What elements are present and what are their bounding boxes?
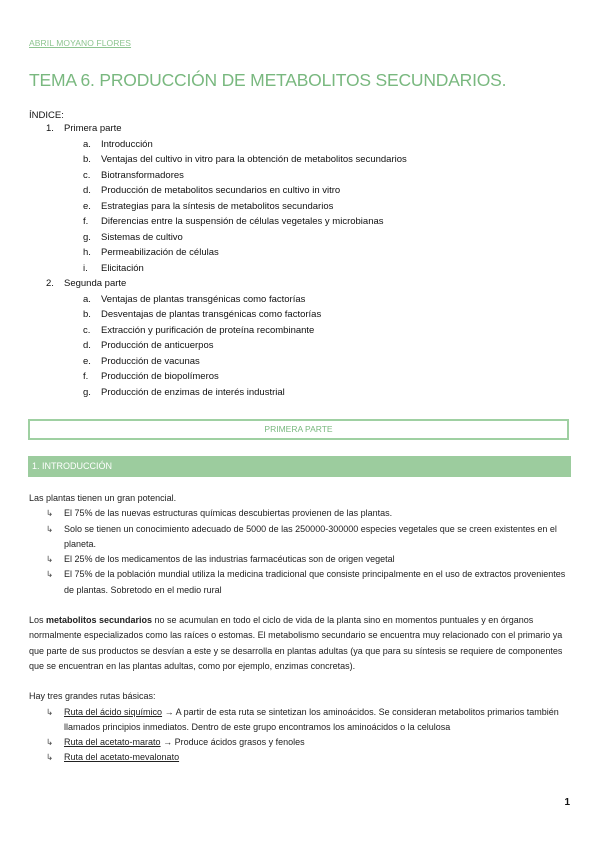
- list-item: ↳ Ruta del ácido siquímico → A partir de esta ruta se sintetizan los aminoácidos. Se consideran metabolitos primarios también llamados principios inmediatos. Dentro de este grupo encontramos los aminoácidos o la celulosa: [46, 706, 559, 732]
- index-part: 1. Primera parte: [46, 123, 122, 134]
- route-name: Ruta del acetato-mevalonato: [64, 752, 180, 763]
- arrow-icon: ↳: [46, 706, 54, 717]
- arrow-icon: ↳: [46, 752, 54, 763]
- index-item: e. Estrategias para la síntesis de metabolitos secundarios: [83, 200, 334, 212]
- section-body: [29, 491, 574, 766]
- index-item: g. Producción de enzimas de interés industrial: [83, 386, 285, 398]
- index-part: 2. Segunda parte: [46, 278, 127, 289]
- route-name: Ruta del acetato-marato: [64, 737, 161, 748]
- index-item: f. Producción de biopolímeros: [83, 371, 219, 382]
- list-item: ↳ El 75% de las nuevas estructuras químicas descubiertas provienen de las plantas.: [29, 506, 574, 521]
- table-of-contents: [29, 110, 407, 400]
- page-number: 1: [564, 797, 570, 808]
- index-item: d. Producción de anticuerpos: [83, 340, 214, 351]
- intro-text: Las plantas tienen un gran potencial.: [29, 493, 177, 503]
- page-title: TEMA 6. PRODUCCIÓN DE METABOLITOS SECUNDARIOS.: [29, 70, 507, 90]
- index-label: ÍNDICE:: [29, 110, 64, 121]
- arrow-icon: ↳: [46, 554, 54, 565]
- index-item: a. Ventajas de plantas transgénicas como factorías: [83, 293, 306, 305]
- author-name: ABRIL MOYANO FLORES: [29, 38, 132, 48]
- index-item: g. Sistemas de cultivo: [83, 231, 183, 243]
- bold-term: metabolitos secundarios: [46, 615, 153, 626]
- index-item: b. Desventajas de plantas transgénicas como factorías: [83, 309, 322, 320]
- index-item: b. Ventajas del cultivo in vitro para la obtención de metabolitos secundarios: [83, 154, 407, 165]
- list-item: [29, 750, 574, 765]
- arrow-icon: ↳: [46, 508, 54, 519]
- routes-intro: Hay tres grandes rutas básicas:: [29, 691, 156, 702]
- list-item: ↳ Solo se tienen un conocimiento adecuado de 5000 de las 250000-300000 especies vegetales que se creen existentes en el planeta.: [46, 523, 557, 549]
- arrow-icon: ↳: [46, 737, 54, 748]
- index-part-label: Segunda parte: [64, 278, 127, 289]
- index-item: c. Biotransformadores: [83, 169, 184, 181]
- part-banner: PRIMERA PARTE: [28, 419, 569, 440]
- metabolites-paragraph: Los metabolitos secundarios no se acumulan en todo el ciclo de vida de la planta sino en momentos puntuales y en órganos normalmente especializados como las raíces o estomas. El metabolismo secundario se encuentra muy relacionado con el primario ya que parte de sus productos se desvían a este y se desarrolla en plantas adultas (ya que para su síntesis se requiere de componentes que se encuentran en las plantas adultas, como por ejemplo, enzimas concretas).: [29, 615, 563, 671]
- index-item: c. Extracción y purificación de proteína recombinante: [83, 324, 315, 336]
- index-item: f. Diferencias entre la suspensión de células vegetales y microbianas: [83, 216, 384, 227]
- list-item: ↳ El 25% de los medicamentos de las industrias farmacéuticas son de origen vegetal: [29, 552, 574, 567]
- index-item: e. Producción de vacunas: [83, 355, 200, 367]
- arrow-icon: ↳: [46, 523, 54, 534]
- index-item: h. Permeabilización de células: [83, 247, 219, 258]
- index-item: d. Producción de metabolitos secundarios en cultivo in vitro: [83, 185, 341, 196]
- index-part-label: Primera parte: [64, 123, 122, 134]
- route-name: Ruta del ácido siquímico: [64, 706, 163, 717]
- index-item: a. Introducción: [83, 138, 153, 150]
- arrow-icon: ↳: [46, 569, 54, 580]
- list-item: ↳ Ruta del acetato-marato → Produce ácidos grasos y fenoles: [29, 735, 574, 750]
- index-item: i. Elicitación: [83, 262, 144, 274]
- section-heading: 1. INTRODUCCIÓN: [28, 456, 571, 477]
- list-item: ↳ El 75% de la población mundial utiliza la medicina tradicional que consiste principalmente en el uso de extractos provenientes de plantas. Sobretodo en el medio rural: [46, 569, 566, 595]
